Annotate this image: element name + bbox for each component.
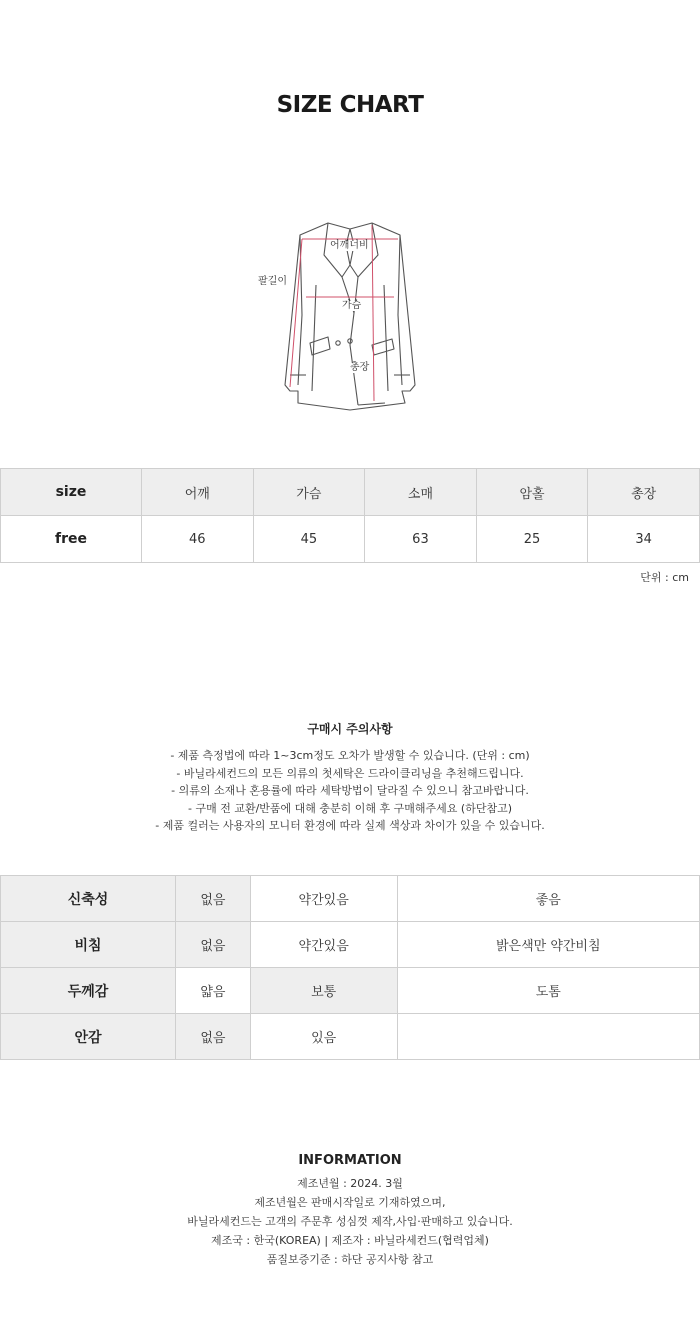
total-length-label: 총장 (350, 362, 370, 373)
jacket-illustration (250, 215, 450, 415)
notice-line: - 바닐라세컨드의 모든 의류의 첫세탁은 드라이클리닝을 추천해드립니다. (176, 766, 524, 780)
notice-title: 구매시 주의사항 (307, 722, 393, 736)
property-option (397, 1014, 699, 1060)
property-option: 좋음 (397, 876, 699, 922)
property-option: 얇음 (176, 968, 251, 1014)
size-cell: free (1, 516, 142, 563)
property-option: 없음 (176, 876, 251, 922)
property-label: 두께감 (1, 968, 176, 1014)
property-option: 약간있음 (250, 922, 397, 968)
property-option: 도톰 (397, 968, 699, 1014)
information-section (0, 1153, 700, 1269)
page-title: SIZE CHART (276, 92, 424, 118)
property-option: 밝은색만 약간비침 (397, 922, 699, 968)
chest-label: 가슴 (342, 300, 362, 311)
size-table-row (1, 516, 700, 563)
size-table-header-row (1, 469, 700, 516)
property-option: 약간있음 (250, 876, 397, 922)
notice-line: - 제품 측정법에 따라 1~3cm정도 오차가 발생할 수 있습니다. (단위 : cm) (170, 749, 530, 762)
information-line: 품질보증기준 : 하단 공지사항 참고 (266, 1253, 434, 1266)
header-cell: 가슴 (253, 469, 365, 516)
property-row-stretch (1, 876, 700, 922)
header-cell: 어깨 (141, 469, 253, 516)
header-cell: 총장 (588, 469, 700, 516)
header-cell: 소매 (365, 469, 477, 516)
property-label: 비침 (1, 922, 176, 968)
information-line: 바닐라세컨드는 고객의 주문후 성심껏 제작,사입·판매하고 있습니다. (187, 1215, 513, 1228)
information-line: 제조년월은 판매시작일로 기재하였으며, (254, 1196, 446, 1209)
notice-line: - 의류의 소재나 혼용률에 따라 세탁방법이 달라질 수 있으니 참고바랍니다. (171, 784, 529, 797)
header-cell: size (1, 469, 142, 516)
property-option: 있음 (250, 1014, 397, 1060)
shoulder-width-label: 어깨너비 (330, 240, 369, 251)
value-cell: 46 (141, 516, 253, 563)
unit-note: 단위 : cm (640, 571, 689, 584)
value-cell: 25 (476, 516, 588, 563)
property-option: 보통 (250, 968, 397, 1014)
property-row-thickness (1, 968, 700, 1014)
notice-line: - 제품 컬러는 사용자의 모니터 환경에 따라 실제 색상과 차이가 있을 수 있습니다. (155, 819, 545, 832)
sleeve-length-label: 팔길이 (258, 276, 287, 287)
header-cell: 암홀 (476, 469, 588, 516)
information-title: INFORMATION (298, 1153, 402, 1168)
property-option: 없음 (176, 922, 251, 968)
value-cell: 45 (253, 516, 365, 563)
fabric-properties-table (0, 875, 700, 1060)
property-row-sheerness (1, 922, 700, 968)
information-line: 제조국 : 한국(KOREA) | 제조자 : 바닐라세컨드(협력업체) (211, 1234, 489, 1247)
property-row-lining (1, 1014, 700, 1060)
property-label: 안감 (1, 1014, 176, 1060)
property-label: 신축성 (1, 876, 176, 922)
information-line: 제조년월 : 2024. 3월 (297, 1177, 403, 1190)
property-option: 없음 (176, 1014, 251, 1060)
value-cell: 34 (588, 516, 700, 563)
size-table (0, 468, 700, 563)
purchase-notice (0, 720, 700, 835)
value-cell: 63 (365, 516, 477, 563)
notice-line: - 구매 전 교환/반품에 대해 충분히 이해 후 구매해주세요 (하단참고) (187, 801, 512, 815)
